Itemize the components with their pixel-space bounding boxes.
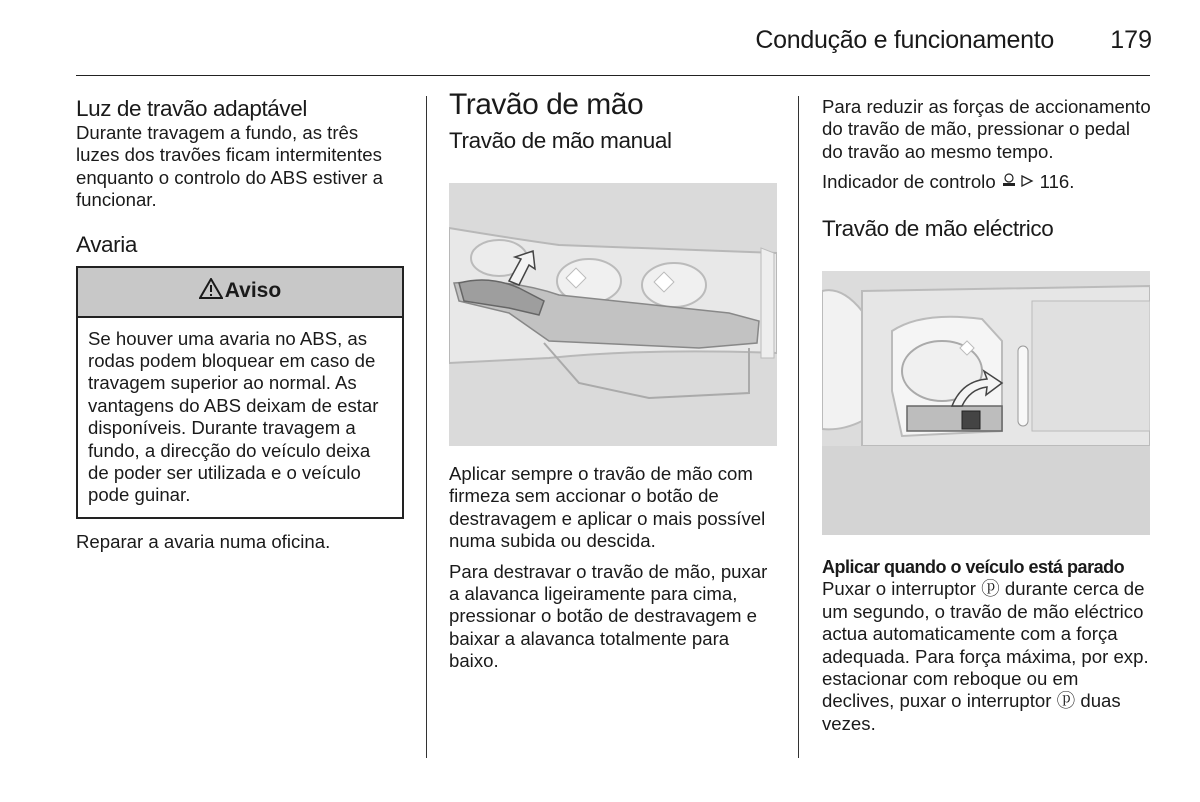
heading-electric-handbrake: Travão de mão eléctrico: [822, 215, 1054, 241]
column-2: [449, 88, 779, 154]
electric-handbrake-illustration: [822, 271, 1150, 535]
page-reference-arrow-icon: [1020, 171, 1039, 192]
paragraph-electric-operation: Puxar o interruptor ⓟ durante cerca de um segundo, o travão de mão eléctrico actua automaticamente com a força adequada. Para força máxima, por exp. estacionar com reboque ou em declives, puxar o interruptor ⓟ duas vezes.: [822, 578, 1149, 734]
heading-manual-handbrake: Travão de mão manual: [449, 128, 672, 154]
brake-indicator-icon: [1001, 176, 1021, 191]
warning-box: [76, 266, 404, 519]
indicator-page-reference: 116.: [1039, 171, 1075, 193]
column-3: [822, 96, 1152, 242]
column-divider-left: [426, 96, 427, 758]
heading-avaria: Avaria: [76, 231, 137, 257]
column-divider-right: [798, 96, 799, 758]
header-rule: [76, 75, 1150, 76]
manual-handbrake-illustration: [449, 183, 777, 446]
paragraph-release-handbrake: Para destravar o travão de mão, puxar a alavanca ligeiramente para cima, pressionar o botão de destravagem e baixar a alavanca totalmente para baixo.: [449, 560, 768, 672]
column-2-text: [449, 463, 779, 681]
warning-triangle-icon: [199, 278, 223, 304]
paragraph-adaptive-brake-light: Durante travagem a fundo, as três luzes dos travões ficam intermitentes enquanto o controlo do ABS estiver a funcionar.: [76, 122, 384, 211]
indicator-prefix: Indicador de controlo: [822, 171, 996, 193]
heading-apply-when-stopped: Aplicar quando o veículo está parado: [822, 557, 1125, 577]
column-3-text: [822, 556, 1152, 743]
warning-header: [78, 268, 402, 318]
column-1: [76, 96, 406, 561]
running-header-title: Condução e funcionamento: [755, 26, 1054, 54]
heading-handbrake: Travão de mão: [449, 88, 644, 121]
paragraph-reduce-forces: Para reduzir as forças de accionamento do travão de mão, pressionar o pedal do travão ao mesmo tempo.: [822, 96, 1151, 162]
indicator-line: [822, 171, 1152, 195]
heading-adaptive-brake-light: Luz de travão adaptável: [76, 96, 307, 121]
paragraph-apply-handbrake: Aplicar sempre o travão de mão com firmeza sem accionar o botão de destravagem e aplicar o mais possível numa subida ou descida.: [449, 463, 766, 552]
paragraph-repair: Reparar a avaria numa oficina.: [76, 530, 331, 552]
warning-body: Se houver uma avaria no ABS, as rodas podem bloquear em caso de travagem superior ao normal. As vantagens do ABS deixam de estar disponíveis. Durante travagem a fundo, a direcção do veículo deixa de poder ser utilizada e o veículo pode guinar.: [88, 327, 379, 506]
warning-title: Aviso: [224, 279, 282, 303]
page-number: 179: [1110, 26, 1152, 54]
